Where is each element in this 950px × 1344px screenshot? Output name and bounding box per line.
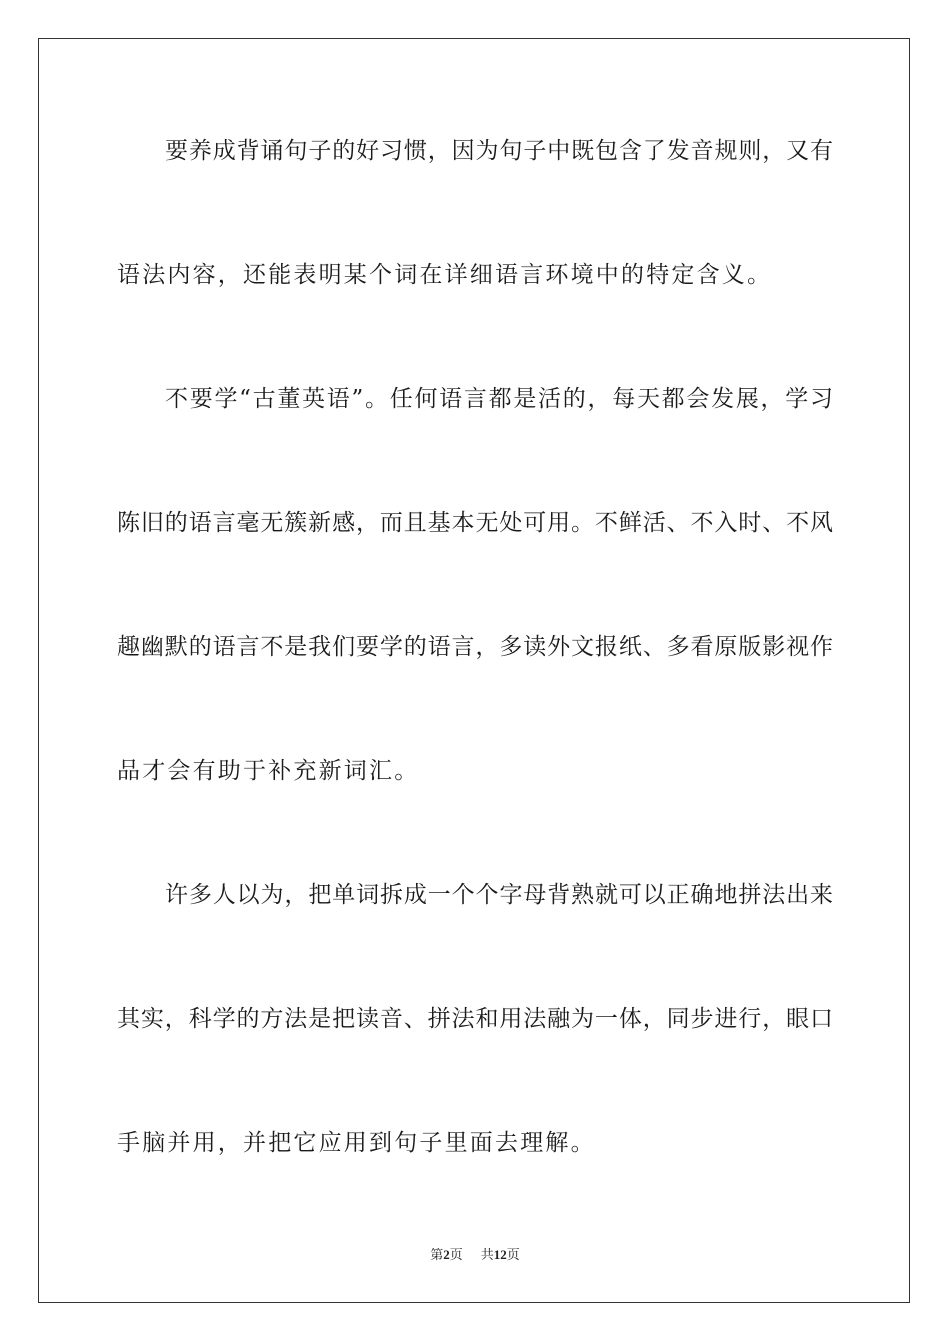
footer-total-prefix: 共 — [480, 1247, 494, 1262]
paragraph-3-line-2: 其实，科学的方法是把读音、拼法和用法融为一体，同步进行，眼口 — [117, 1006, 833, 1032]
footer-current-page: 2 — [443, 1247, 450, 1262]
paragraph-1-line-2: 语法内容，还能表明某个词在详细语言环境中的特定含义。 — [117, 262, 773, 288]
footer-page-prefix: 第 — [430, 1247, 444, 1262]
footer-page-suffix: 页 — [449, 1247, 463, 1262]
footer-total-suffix: 页 — [506, 1247, 520, 1262]
paragraph-2-line-3: 趣幽默的语言不是我们要学的语言，多读外文报纸、多看原版影视作 — [117, 634, 833, 660]
page-footer — [0, 1246, 950, 1264]
footer-total-pages: 12 — [493, 1247, 507, 1262]
paragraph-3-line-3: 手脑并用，并把它应用到句子里面去理解。 — [117, 1130, 596, 1156]
paragraph-2-line-4: 品才会有助于补充新词汇。 — [117, 758, 420, 784]
paragraph-1-line-1: 要养成背诵句子的好习惯，因为句子中既包含了发音规则，又有 — [165, 138, 833, 164]
paragraph-3-line-1: 许多人以为，把单词拆成一个个字母背熟就可以正确地拼法出来 — [165, 882, 833, 908]
paragraph-2-line-1: 不要学“古董英语”。任何语言都是活的，每天都会发展，学习 — [165, 386, 833, 412]
paragraph-2-line-2: 陈旧的语言毫无簇新感，而且基本无处可用。不鲜活、不入时、不风 — [117, 510, 833, 536]
page-border — [38, 38, 910, 1303]
